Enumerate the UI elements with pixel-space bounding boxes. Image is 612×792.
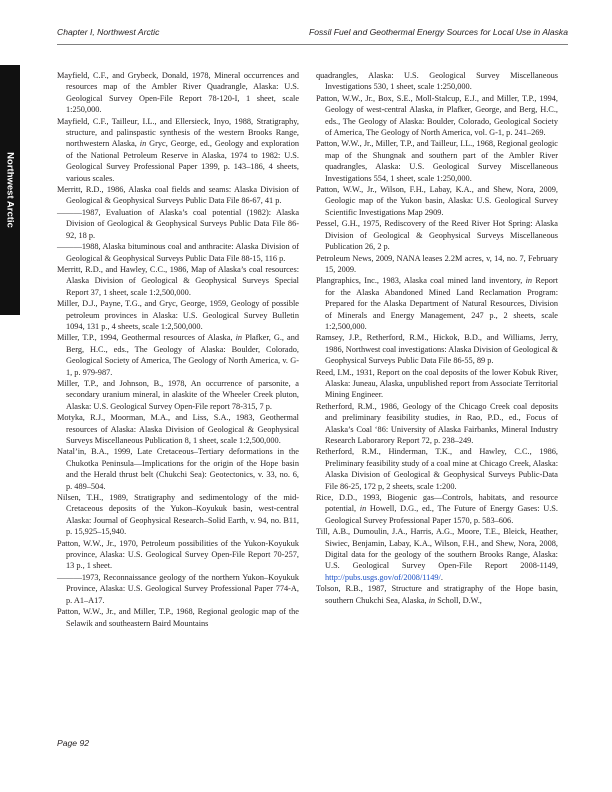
reference-italic: in <box>235 333 243 343</box>
reference-entry <box>316 446 558 492</box>
reference-text: Scholl, D.W., <box>435 595 482 605</box>
page-number: Page 92 <box>57 738 90 748</box>
reference-text: Patton, W.W., Jr., Miller, T.P., and Tailleur, I.L., 1968, Regional geologic map of the Shungnak and southern part of the Ambler River quadrangles, Alaska: U.S. Geological Survey Miscellaneous Investigations 554, 1 sheet, scale 1:250,000. <box>316 139 558 183</box>
reference-text: ———1987, Evaluation of Alaska’s coal potential (1982): Alaska Division of Geological & Geophysical Surveys Public Data File 86-92, 18 p. <box>57 207 299 240</box>
reference-text: Rice, D.D., 1993, Biogenic gas—Controls, habitats, and resource potential, <box>316 493 558 514</box>
reference-entry <box>316 492 558 526</box>
reference-italic: in <box>359 504 367 514</box>
reference-entry <box>57 70 299 116</box>
reference-entry <box>316 583 558 606</box>
reference-entry <box>57 446 299 492</box>
reference-text: . <box>440 572 443 582</box>
reference-entry <box>57 492 299 538</box>
reference-text: Nilsen, T.H., 1989, Stratigraphy and sedimentology of the mid-Cretaceous deposits of the Yukon–Koyukuk basin, west-central Alaska: Journal of Geophysical Research–Solid Earth, v. 94, no. B11, p. 15,925–15,940. <box>57 493 299 537</box>
reference-text: Plafker, George, and Berg, H.C., eds., The Geology of Alaska: Boulder, Colorado, Geological Society of America, The Geology of North America, vol. G-1, p. 241–269. <box>325 105 558 138</box>
reference-italic: in <box>455 413 462 423</box>
references-right-column <box>316 70 558 606</box>
reference-italic: in <box>525 276 533 286</box>
header-rule <box>57 44 568 45</box>
reference-text: Tolson, R.B., 1987, Structure and stratigraphy of the Hope basin, southern Chukchi Sea, Alaska, <box>316 584 558 605</box>
reference-text: Petroleum News, 2009, NANA leases 2.2M acres, v, 14, no. 7, February 15, 2009. <box>316 253 558 274</box>
reference-entry <box>57 116 299 184</box>
references-left-column <box>57 70 299 629</box>
reference-text: Natal’in, B.A., 1999, Late Cretaceous–Tertiary deformations in the Chukotka Peninsula—Implications for the origin of the Hope basin and the Herald thrust belt (Chukchi Sea): Geotectonics, v. 33, no. 6, p. 489–504. <box>57 447 299 491</box>
reference-text: Retherford, R.M., Hinderman, T.K., and Hawley, C.C., 1986, Preliminary feasibility study of a coal mine at Chicago Creek, Alaska: Alaska Division of Geological & Geophysical Surveys Public-Data File 86-25, 172 p, 2 sheets, scale 1:200. <box>316 447 558 491</box>
reference-entry <box>316 184 558 218</box>
reference-entry <box>316 367 558 401</box>
reference-entry <box>57 264 299 298</box>
reference-text: Reed, I.M., 1931, Report on the coal deposits of the lower Kobuk River, Alaska: Juneau, Alaska, unpublished report from Associate Territorial Mining Engineer. <box>316 367 558 400</box>
reference-entry <box>57 538 299 572</box>
reference-entry <box>57 207 299 241</box>
reference-text: ———1973, Reconnaissance geology of the northern Yukon–Koyukuk Province, Alaska: U.S. Geological Survey Professional Paper 774-A, p. A1–A17. <box>57 572 299 605</box>
reference-italic: in <box>139 139 147 149</box>
reference-text: Retherford, R.M., 1986, Geology of the Chicago Creek coal deposits and preliminary feasibility studies, <box>316 401 558 423</box>
reference-entry <box>316 218 558 252</box>
reference-italic: in <box>437 105 444 115</box>
reference-text: Howell, D.G., ed., The Future of Energy Gases: U.S. Geological Survey Professional Paper 1570, p. 583–606. <box>325 504 558 525</box>
reference-text: Mayfield, C.F., and Grybeck, Donald, 1978, Mineral occurrences and resources map of the Ambler River Quadrangle, Alaska: U.S. Geological Survey Open-File Report 78-120-I, 1 sheet, scale 1:250,000. <box>57 71 299 115</box>
reference-text: Patton, W.W., Jr., 1970, Petroleum possibilities of the Yukon-Koyukuk province, Alaska: U.S. Geological Survey Open-File Report 70-257, 13 p., 1 sheet. <box>57 538 299 571</box>
reference-text: Ramsey, J.P., Retherford, R.M., Hickok, B.D., and Williams, Jerry, 1986, Northwest coal investigations: Alaska Division of Geological & Geophysical Surveys Public Data File 86-55, 89 p. <box>316 333 558 366</box>
reference-text: Mayfield, C.F., Tailleur, I.L., and Ellersieck, Inyo, 1988, Stratigraphy, structure, and palinspastic synthesis of the western Brooks Range, northwestern Alaska, <box>57 116 299 149</box>
reference-text: Gryc, George, ed., Geology and exploration of the National Petroleum Reserve in Alaska, 1974 to 1982: U.S. Geological Survey Professional Paper 1399, p. 143–186, 4 sheets, various scales. <box>66 139 299 183</box>
reference-entry <box>57 241 299 264</box>
reference-entry <box>316 253 558 276</box>
reference-italic: in <box>428 595 436 605</box>
running-header <box>57 27 568 41</box>
side-tab-label: Northwest Arctic <box>4 152 16 228</box>
reference-text: Patton, W.W., Jr., and Miller, T.P., 1968, Regional geologic map of the Selawik and southeastern Baird Mountains <box>57 607 299 628</box>
reference-entry <box>316 332 558 366</box>
reference-text: Plafker, G., and Berg, H.C., eds., The Geology of Alaska: Boulder, Colorado, Geological Society of America, The Geology of North America, v. G-1, p. 979-987. <box>66 333 299 377</box>
reference-entry <box>57 606 299 629</box>
report-title: Fossil Fuel and Geothermal Energy Sources for Local Use in Alaska <box>308 27 568 37</box>
reference-entry <box>316 93 558 139</box>
reference-text: Pessel, G.H., 1975, Rediscovery of the Reed River Hot Spring: Alaska Division of Geological & Geophysical Surveys Miscellaneous Publication 26, 2 p. <box>316 219 558 252</box>
reference-text: Patton, W.W., Jr., Wilson, F.H., Labay, K.A., and Shew, Nora, 2009, Geologic map of the Yukon basin, Alaska: U.S. Geological Survey Scientific Investigations Map 2909. <box>316 185 558 217</box>
reference-entry <box>316 526 558 583</box>
side-tab <box>0 65 20 315</box>
reference-text: Miller, T.P., and Johnson, B., 1978, An occurrence of parsonite, a secondary uranium mineral, in alaskite of the Wheeler Creek pluton, Alaska: U.S. Geological Survey Open-File report 78-315, 7 p. <box>57 378 299 411</box>
reference-entry <box>57 378 299 412</box>
reference-entry <box>57 412 299 446</box>
reference-text: Miller, D.J., Payne, T.G., and Gryc, George, 1959, Geology of possible petroleum provinces in Alaska: U.S. Geological Survey Bulletin 1094, 131 p., 4 sheets, scale 1:2,500,000. <box>57 299 299 331</box>
reference-text: Merritt, R.D., 1986, Alaska coal fields and seams: Alaska Division of Geological & Geophysical Surveys Public Data File 86-67, 41 p. <box>57 185 299 206</box>
reference-text: Rao, P.D., ed., Focus of Alaska’s Coal ‘86: University of Alaska Fairbanks, Mineral Industry Research Laborarory Report 72, p. 238–249. <box>325 413 558 445</box>
reference-text: Merritt, R.D., and Hawley, C.C., 1986, Map of Alaska’s coal resources: Alaska Division of Geological & Geophysical Surveys Special Report 37, 1 sheet, scale 1:2,500,000. <box>57 264 299 297</box>
reference-text: Patton, W.W., Jr., Box, S.E., Moll-Stalcup, E.J., and Miller, T.P., 1994, Geology of west-central Alaska, <box>316 93 558 115</box>
reference-text: Report for the Alaska Abandoned Mined Land Reclamation Program: Prepared for the Alaska Department of Natural Resources, Division of Minerals and Energy Management, 247 p., 2 sheets, scale 1:2,500,000. <box>325 276 558 331</box>
reference-entry <box>316 138 558 184</box>
reference-text: Motyka, R.J., Moorman, M.A., and Liss, S.A., 1983, Geothermal resources of Alaska: Alaska Division of Geological & Geophysical Surveys Miscellaneous Publication 8, 1 sheet, scale 1:2,500,000. <box>57 413 299 445</box>
reference-entry <box>57 298 299 332</box>
reference-entry <box>316 70 558 93</box>
reference-link[interactable]: http://pubs.usgs.gov/of/2008/1149/ <box>325 572 441 582</box>
reference-text: Plangraphics, Inc., 1983, Alaska coal mined land inventory, <box>316 276 526 286</box>
reference-text: Miller, T.P., 1994, Geothermal resources of Alaska, <box>57 333 236 343</box>
reference-entry <box>316 275 558 332</box>
reference-text: ———1988, Alaska bituminous coal and anthracite: Alaska Division of Geological & Geophysical Surveys Public Data File 88-15, 116 p. <box>57 242 299 263</box>
reference-entry <box>57 572 299 606</box>
reference-entry <box>57 184 299 207</box>
reference-text: Till, A.B., Dumoulin, J.A., Harris, A.G., Moore, T.E., Bleick, Heather, Siwiec, Benjamin, Labay, K.A., Wilson, F.H., and Shew, Nora, 2008, Digital data for the geology of the southern Brooks Range, Alaska: U.S. Geological Survey Open-File Report 2008-1149, <box>316 527 558 571</box>
chapter-title: Chapter I, Northwest Arctic <box>57 27 160 37</box>
reference-entry <box>57 332 299 378</box>
reference-entry <box>316 401 558 447</box>
reference-text: quadrangles, Alaska: U.S. Geological Survey Miscellaneous Investigations 530, 1 sheet, scale 1:250,000. <box>316 71 558 92</box>
